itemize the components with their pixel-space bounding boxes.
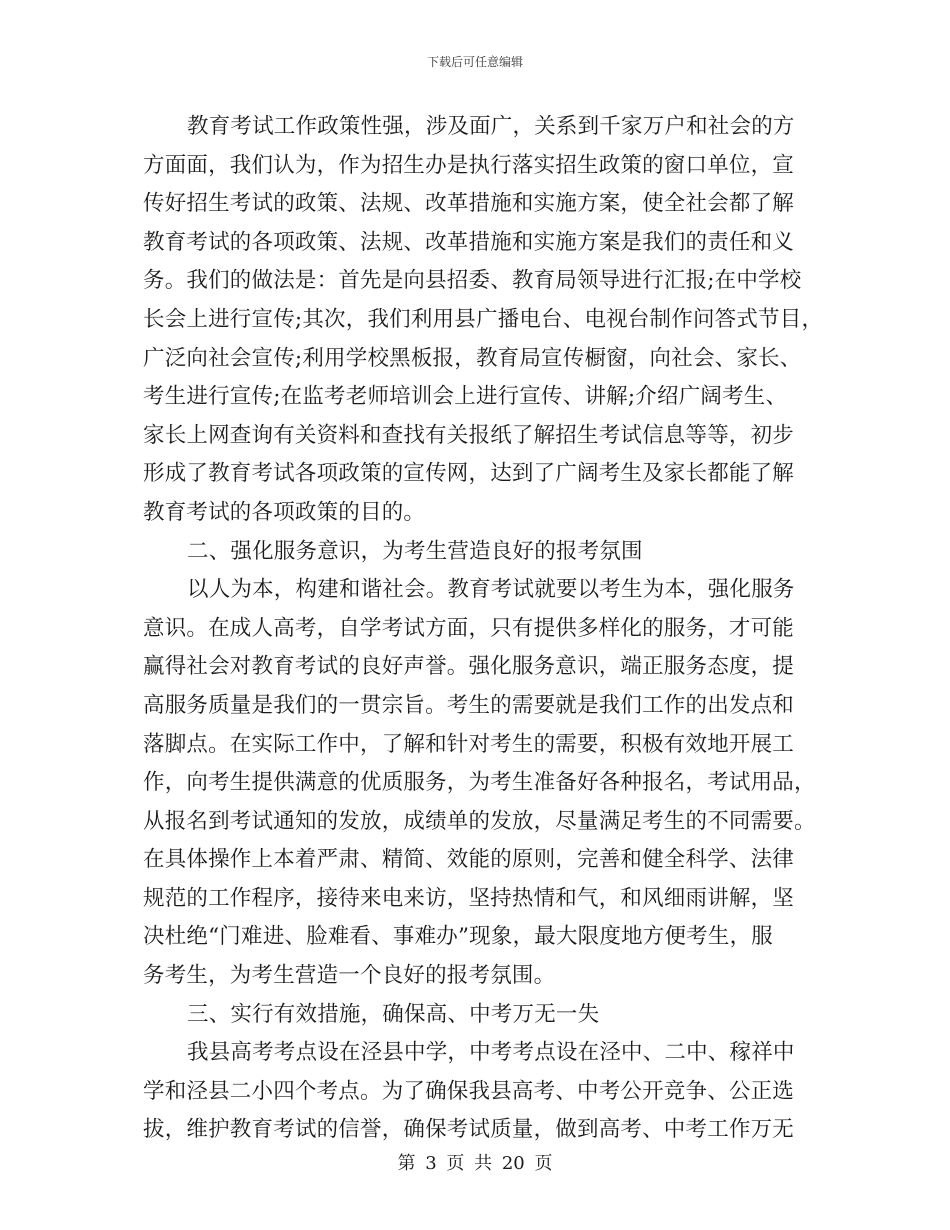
- text-line: 形成了教育考试各项政策的宣传网，达到了广阔考生及家长都能了解: [143, 461, 795, 487]
- text-line: 拔，维护教育考试的信誉，确保考试质量，做到高考、中考工作万无: [143, 1117, 795, 1143]
- text-line: 赢得社会对教育考试的良好声誉。强化服务意识，端正服务态度，提: [143, 654, 795, 680]
- text-line: 三、实行有效措施，确保高、中考万无一失: [187, 1001, 600, 1027]
- text-line: 长会上进行宣传;其次，我们利用县广播电台、电视台制作问答式节目，: [143, 306, 824, 332]
- text-line: 方面面，我们认为，作为招生办是执行落实招生政策的窗口单位，宣: [143, 152, 795, 178]
- text-line: 广泛向社会宣传;利用学校黑板报，教育局宣传橱窗，向社会、家长、: [143, 345, 802, 371]
- text-line: 考生进行宣传;在监考老师培训会上进行宣传、讲解;介绍广阔考生、: [143, 384, 788, 410]
- text-line: 学和泾县二小四个考点。为了确保我县高考、中考公开竞争、公正选: [143, 1078, 795, 1104]
- text-line: 二、强化服务意识，为考生营造良好的报考氛围: [187, 538, 643, 564]
- text-line: 意识。在成人高考，自学考试方面，只有提供多样化的服务，才可能: [143, 615, 795, 641]
- text-line: 从报名到考试通知的发放，成绩单的发放，尽量满足考生的不同需要。: [143, 808, 816, 834]
- text-line: 作，向考生提供满意的优质服务，为考生准备好各种报名，考试用品，: [143, 770, 816, 796]
- text-line: 教育考试的各项政策的目的。: [143, 499, 426, 525]
- text-line: 我县高考考点设在泾县中学，中考考点设在泾中、二中、稼祥中: [187, 1040, 795, 1066]
- page-header-note: 下载后可任意编辑: [426, 55, 523, 69]
- text-line: 务。我们的做法是：首先是向县招委、教育局领导进行汇报;在中学校: [143, 268, 802, 294]
- text-line: 落脚点。在实际工作中，了解和针对考生的需要，积极有效地开展工: [143, 731, 795, 757]
- text-line: 高服务质量是我们的一贯宗旨。考生的需要就是我们工作的出发点和: [143, 692, 795, 718]
- text-line: 教育考试的各项政策、法规、改革措施和实施方案是我们的责任和义: [143, 229, 795, 255]
- text-line: 规范的工作程序，接待来电来访，坚持热情和气，和风细雨讲解，坚: [143, 885, 795, 911]
- text-line: 传好招生考试的政策、法规、改革措施和实施方案，使全社会都了解: [143, 191, 795, 217]
- text-line: 家长上网查询有关资料和查找有关报纸了解招生考试信息等等，初步: [143, 422, 795, 448]
- text-line: 以人为本，构建和谐社会。教育考试就要以考生为本，强化服务: [187, 577, 795, 603]
- text-line: 决杜绝“门难进、脸难看、事难办”现象，最大限度地方便考生，服: [143, 924, 773, 950]
- text-line: 教育考试工作政策性强，涉及面广，关系到千家万户和社会的方: [187, 114, 795, 139]
- document-body: [143, 108, 833, 1150]
- page-number-footer: 第 3 页 共 20 页: [397, 1153, 553, 1174]
- text-line: 在具体操作上本着严肃、精简、效能的原则，完善和健全科学、法律: [143, 847, 795, 873]
- text-line: 务考生，为考生营造一个良好的报考氛围。: [143, 963, 556, 989]
